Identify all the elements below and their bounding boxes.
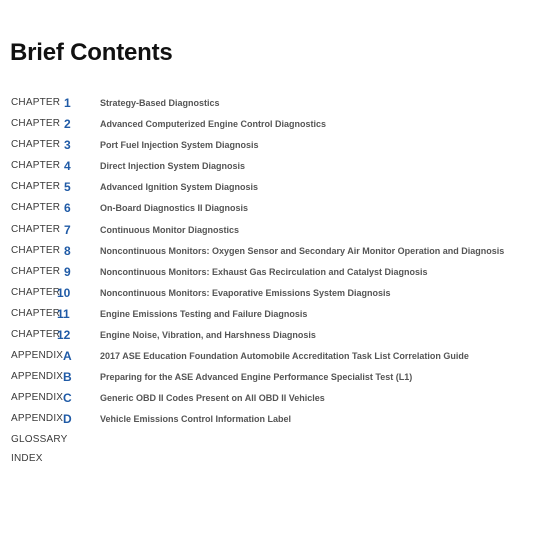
chapter-number: 7 xyxy=(64,222,71,237)
glossary-link[interactable]: GLOSSARY xyxy=(11,434,68,445)
chapter-number: 9 xyxy=(64,264,71,279)
toc-row-appendix-c[interactable] xyxy=(0,388,533,409)
chapter-number: 6 xyxy=(64,201,71,216)
chapter-title[interactable]: Engine Emissions Testing and Failure Diagnosis xyxy=(100,308,308,319)
toc-row-appendix-a[interactable] xyxy=(0,346,533,367)
toc-row-chapter-6[interactable] xyxy=(0,198,533,219)
appendix-title[interactable]: Vehicle Emissions Control Information Label xyxy=(100,414,292,425)
chapter-label: CHAPTER xyxy=(11,202,61,214)
chapter-title[interactable]: Direct Injection System Diagnosis xyxy=(100,161,246,172)
toc-row-chapter-8[interactable] xyxy=(0,241,533,262)
chapter-number: 1 xyxy=(64,96,71,110)
chapter-label: CHAPTER xyxy=(11,286,61,298)
toc-row-appendix-b[interactable] xyxy=(0,367,533,388)
chapter-label: CHAPTER xyxy=(11,244,61,256)
chapter-label: CHAPTER xyxy=(11,118,61,130)
chapter-label: CHAPTER xyxy=(11,139,61,151)
toc-row-chapter-10[interactable] xyxy=(0,283,533,304)
appendix-letter: C xyxy=(63,391,72,406)
chapter-title[interactable]: Advanced Ignition System Diagnosis xyxy=(100,182,259,193)
chapter-title[interactable]: Strategy-Based Diagnostics xyxy=(100,98,220,108)
chapter-label: CHAPTER xyxy=(11,307,61,319)
chapter-title[interactable]: Noncontinuous Monitors: Oxygen Sensor and Secondary Air Monitor Operation and Diagnosis xyxy=(100,245,505,256)
table-of-contents xyxy=(0,93,533,431)
chapter-label: CHAPTER xyxy=(11,97,61,108)
appendix-title[interactable]: Generic OBD II Codes Present on All OBD II Vehicles xyxy=(100,393,325,404)
toc-row-chapter-5[interactable] xyxy=(0,177,533,198)
toc-row-chapter-12[interactable] xyxy=(0,325,533,346)
toc-row-chapter-1[interactable] xyxy=(0,93,533,114)
index-link[interactable]: INDEX xyxy=(11,453,43,464)
toc-row-appendix-d[interactable] xyxy=(0,409,533,430)
appendix-letter: A xyxy=(63,349,72,364)
appendix-label: APPENDIX xyxy=(11,371,64,383)
chapter-number: 11 xyxy=(57,306,70,321)
chapter-number: 4 xyxy=(64,159,71,174)
appendix-label: APPENDIX xyxy=(11,350,64,362)
chapter-number: 8 xyxy=(64,243,71,258)
toc-row-chapter-9[interactable] xyxy=(0,262,533,283)
chapter-title[interactable]: Advanced Computerized Engine Control Diagnostics xyxy=(100,119,327,130)
chapter-number: 2 xyxy=(64,117,71,132)
appendix-label: APPENDIX xyxy=(11,413,64,425)
page-title: Brief Contents xyxy=(10,39,173,66)
toc-row-chapter-11[interactable] xyxy=(0,304,533,325)
chapter-label: CHAPTER xyxy=(11,265,61,277)
chapter-label: CHAPTER xyxy=(11,223,61,235)
chapter-label: CHAPTER xyxy=(11,181,61,193)
appendix-letter: D xyxy=(63,412,72,427)
chapter-number: 3 xyxy=(64,138,71,153)
appendix-label: APPENDIX xyxy=(11,392,64,404)
chapter-title[interactable]: Noncontinuous Monitors: Exhaust Gas Recirculation and Catalyst Diagnosis xyxy=(100,266,428,277)
chapter-title[interactable]: Engine Noise, Vibration, and Harshness Diagnosis xyxy=(100,330,316,341)
appendix-letter: B xyxy=(63,370,72,385)
chapter-label: CHAPTER xyxy=(11,160,61,172)
chapter-label: CHAPTER xyxy=(11,329,61,341)
toc-row-chapter-2[interactable] xyxy=(0,114,533,135)
chapter-title[interactable]: Continuous Monitor Diagnostics xyxy=(100,224,239,235)
chapter-number: 5 xyxy=(64,180,71,195)
chapter-title[interactable]: On-Board Diagnostics II Diagnosis xyxy=(100,203,249,214)
toc-row-chapter-7[interactable] xyxy=(0,220,533,241)
chapter-number: 12 xyxy=(57,328,71,343)
chapter-title[interactable]: Noncontinuous Monitors: Evaporative Emissions System Diagnosis xyxy=(100,287,391,298)
appendix-title[interactable]: Preparing for the ASE Advanced Engine Performance Specialist Test (L1) xyxy=(100,372,413,383)
chapter-number: 10 xyxy=(57,285,71,300)
toc-row-chapter-4[interactable] xyxy=(0,156,533,177)
appendix-title[interactable]: 2017 ASE Education Foundation Automobile Accreditation Task List Correlation Guide xyxy=(100,351,469,362)
toc-row-chapter-3[interactable] xyxy=(0,135,533,156)
chapter-title[interactable]: Port Fuel Injection System Diagnosis xyxy=(100,140,259,151)
